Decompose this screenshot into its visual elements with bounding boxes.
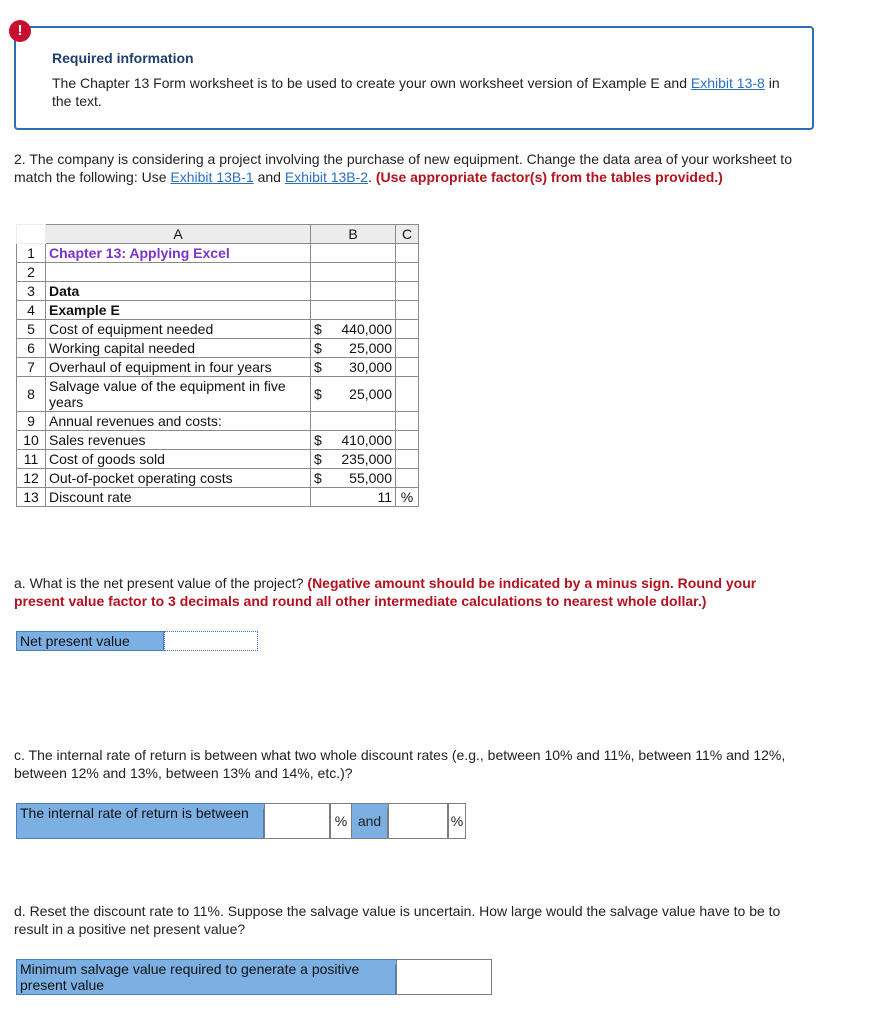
row-number: 6: [17, 339, 46, 358]
row-number: 12: [17, 469, 46, 488]
cell-label: Working capital needed: [46, 339, 311, 358]
question-a-text: [14, 574, 804, 610]
column-header-a: A: [46, 225, 311, 244]
q2-and: and: [253, 169, 285, 185]
corner-cell: [17, 225, 46, 244]
row-number: 10: [17, 431, 46, 450]
row-number: 5: [17, 320, 46, 339]
irr-unit-and: % and: [330, 803, 388, 839]
sheet-row-1: [17, 244, 419, 263]
currency-sign: $: [314, 359, 322, 375]
currency-sign: $: [314, 451, 322, 467]
currency-sign: $: [314, 470, 322, 486]
sheet-title: Chapter 13: Applying Excel: [46, 244, 311, 263]
cell-label: Out-of-pocket operating costs: [46, 469, 311, 488]
irr-percent-unit: %: [448, 803, 466, 839]
cell-value: 55,000: [349, 470, 392, 486]
cell-value: 25,000: [349, 386, 392, 402]
qa-instruction: (Negative amount should be indicated by a minus sign. Round your present value factor to 3 decimals and round all other intermediate calculations to nearest whole dollar.): [14, 575, 757, 609]
currency-sign: $: [314, 432, 322, 448]
column-header-c: C: [396, 225, 419, 244]
row-number: 7: [17, 358, 46, 377]
sheet-row-13: [17, 488, 419, 507]
exhibit-13b-1-link[interactable]: Exhibit 13B-1: [170, 169, 254, 185]
cell-value: 30,000: [349, 359, 392, 375]
min-salvage-label: Minimum salvage value required to generate a positive present value: [16, 959, 396, 995]
required-info-title: Required information: [52, 50, 194, 66]
discount-rate-value: 11: [311, 488, 396, 507]
sheet-row-11: [17, 450, 419, 469]
required-text-after: in the text.: [52, 75, 780, 109]
sheet-row-3: [17, 282, 419, 301]
question-d-text: d. Reset the discount rate to 11%. Suppose the salvage value is uncertain. How large would the salvage value have to be to result in a positive net present value?: [14, 903, 781, 937]
qa-text: a. What is the net present value of the project?: [14, 575, 308, 591]
currency-sign: $: [314, 321, 322, 337]
row-number: 11: [17, 450, 46, 469]
cell-label: Cost of goods sold: [46, 450, 311, 469]
row-number: 9: [17, 412, 46, 431]
cell-label: Salvage value of the equipment in five years: [46, 377, 311, 412]
exhibit-13b-2-link[interactable]: Exhibit 13B-2: [284, 169, 369, 185]
data-heading: Data: [46, 282, 311, 301]
worksheet-table: [16, 224, 419, 507]
q2-period: .: [368, 169, 376, 185]
column-header-b: B: [311, 225, 396, 244]
sheet-row-8: [17, 377, 419, 412]
sheet-row-12: [17, 469, 419, 488]
sheet-row-4: [17, 301, 419, 320]
sheet-row-10: [17, 431, 419, 450]
row-number: 4: [17, 301, 46, 320]
required-text-before: The Chapter 13 Form worksheet is to be used to create your own worksheet version of Example E and: [52, 75, 691, 91]
required-info-box: [14, 26, 814, 130]
min-salvage-input[interactable]: [396, 959, 492, 995]
cell-value: 25,000: [349, 340, 392, 356]
cell-label: Overhaul of equipment in four years: [46, 358, 311, 377]
sheet-row-5: [17, 320, 419, 339]
row-number: 1: [17, 244, 46, 263]
npv-label: Net present value: [16, 631, 164, 651]
exhibit-13-8-link[interactable]: Exhibit 13-8: [690, 75, 765, 91]
cell-label: Cost of equipment needed: [46, 320, 311, 339]
row-number: 2: [17, 263, 46, 282]
cell-label: Discount rate: [46, 488, 311, 507]
sheet-row-9: [17, 412, 419, 431]
row-number: 3: [17, 282, 46, 301]
example-heading: Example E: [46, 301, 311, 320]
irr-upper-input[interactable]: [388, 803, 448, 839]
currency-sign: $: [314, 386, 322, 402]
cell-value: 235,000: [341, 451, 392, 467]
q2-text-before: 2. The company is considering a project involving the purchase of new equipment. Change the data area of your worksheet to match the following: Use: [14, 151, 792, 185]
cell-label: Sales revenues: [46, 431, 311, 450]
question-2-text: [14, 150, 804, 186]
sheet-row-6: [17, 339, 419, 358]
required-info-text: [52, 74, 792, 110]
cell-value: 410,000: [341, 432, 392, 448]
irr-lower-input[interactable]: [264, 803, 330, 839]
q2-instruction: (Use appropriate factor(s) from the tables provided.): [375, 169, 723, 185]
irr-label: The internal rate of return is between: [16, 803, 264, 839]
percent-unit: %: [396, 488, 419, 507]
alert-icon: !: [9, 20, 31, 42]
column-header-row: [17, 225, 419, 244]
currency-sign: $: [314, 340, 322, 356]
row-number: 8: [17, 377, 46, 412]
row-number: 13: [17, 488, 46, 507]
sheet-row-7: [17, 358, 419, 377]
cell-label: Annual revenues and costs:: [46, 412, 311, 431]
question-c-text: c. The internal rate of return is between what two whole discount rates (e.g., between 10% and 11%, between 11% and 12%, between 12% and 13%, between 13% and 14%, etc.)?: [14, 747, 786, 781]
cell-value: 440,000: [341, 321, 392, 337]
npv-input[interactable]: [164, 631, 258, 651]
sheet-row-2: [17, 263, 419, 282]
